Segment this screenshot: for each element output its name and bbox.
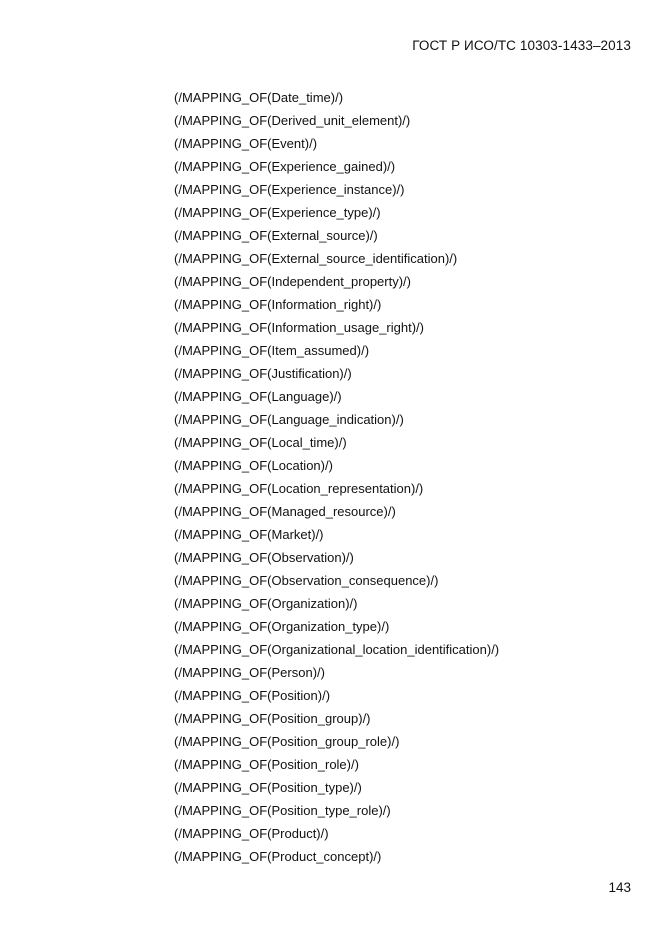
mapping-line: (/MAPPING_OF(Language_indication)/) bbox=[174, 412, 404, 427]
mapping-line: (/MAPPING_OF(Information_usage_right)/) bbox=[174, 320, 424, 335]
mapping-line: (/MAPPING_OF(Local_time)/) bbox=[174, 435, 347, 450]
mapping-line: (/MAPPING_OF(Information_right)/) bbox=[174, 297, 382, 312]
mapping-line: (/MAPPING_OF(Position_group_role)/) bbox=[174, 734, 400, 749]
page-number: 143 bbox=[608, 880, 631, 895]
mapping-line: (/MAPPING_OF(Position_type_role)/) bbox=[174, 803, 391, 818]
mapping-line: (/MAPPING_OF(Experience_type)/) bbox=[174, 205, 381, 220]
mapping-line: (/MAPPING_OF(Organizational_location_identification)/) bbox=[174, 642, 500, 657]
mapping-list bbox=[174, 86, 499, 868]
mapping-line: (/MAPPING_OF(Derived_unit_element)/) bbox=[174, 113, 411, 128]
page-header-standard-code: ГОСТ Р ИСО/ТС 10303-1433–2013 bbox=[412, 38, 631, 53]
mapping-line: (/MAPPING_OF(External_source)/) bbox=[174, 228, 378, 243]
mapping-line: (/MAPPING_OF(Organization_type)/) bbox=[174, 619, 390, 634]
mapping-line: (/MAPPING_OF(Experience_gained)/) bbox=[174, 159, 396, 174]
mapping-line: (/MAPPING_OF(Person)/) bbox=[174, 665, 325, 680]
mapping-line: (/MAPPING_OF(Experience_instance)/) bbox=[174, 182, 405, 197]
mapping-line: (/MAPPING_OF(Position_group)/) bbox=[174, 711, 371, 726]
mapping-line: (/MAPPING_OF(Position_type)/) bbox=[174, 780, 362, 795]
mapping-line: (/MAPPING_OF(Observation)/) bbox=[174, 550, 354, 565]
mapping-line: (/MAPPING_OF(Market)/) bbox=[174, 527, 324, 542]
mapping-line: (/MAPPING_OF(Observation_consequence)/) bbox=[174, 573, 439, 588]
mapping-line: (/MAPPING_OF(Position)/) bbox=[174, 688, 331, 703]
mapping-line: (/MAPPING_OF(Justification)/) bbox=[174, 366, 352, 381]
mapping-line: (/MAPPING_OF(Language)/) bbox=[174, 389, 342, 404]
mapping-line: (/MAPPING_OF(Date_time)/) bbox=[174, 90, 344, 105]
mapping-line: (/MAPPING_OF(Location)/) bbox=[174, 458, 333, 473]
mapping-line: (/MAPPING_OF(Independent_property)/) bbox=[174, 274, 411, 289]
mapping-line: (/MAPPING_OF(Item_assumed)/) bbox=[174, 343, 370, 358]
mapping-line: (/MAPPING_OF(External_source_identification)/) bbox=[174, 251, 458, 266]
mapping-line: (/MAPPING_OF(Organization)/) bbox=[174, 596, 358, 611]
mapping-line: (/MAPPING_OF(Position_role)/) bbox=[174, 757, 359, 772]
mapping-line: (/MAPPING_OF(Event)/) bbox=[174, 136, 318, 151]
mapping-line: (/MAPPING_OF(Location_representation)/) bbox=[174, 481, 424, 496]
mapping-line: (/MAPPING_OF(Product)/) bbox=[174, 826, 329, 841]
mapping-line: (/MAPPING_OF(Managed_resource)/) bbox=[174, 504, 396, 519]
mapping-line: (/MAPPING_OF(Product_concept)/) bbox=[174, 849, 382, 864]
